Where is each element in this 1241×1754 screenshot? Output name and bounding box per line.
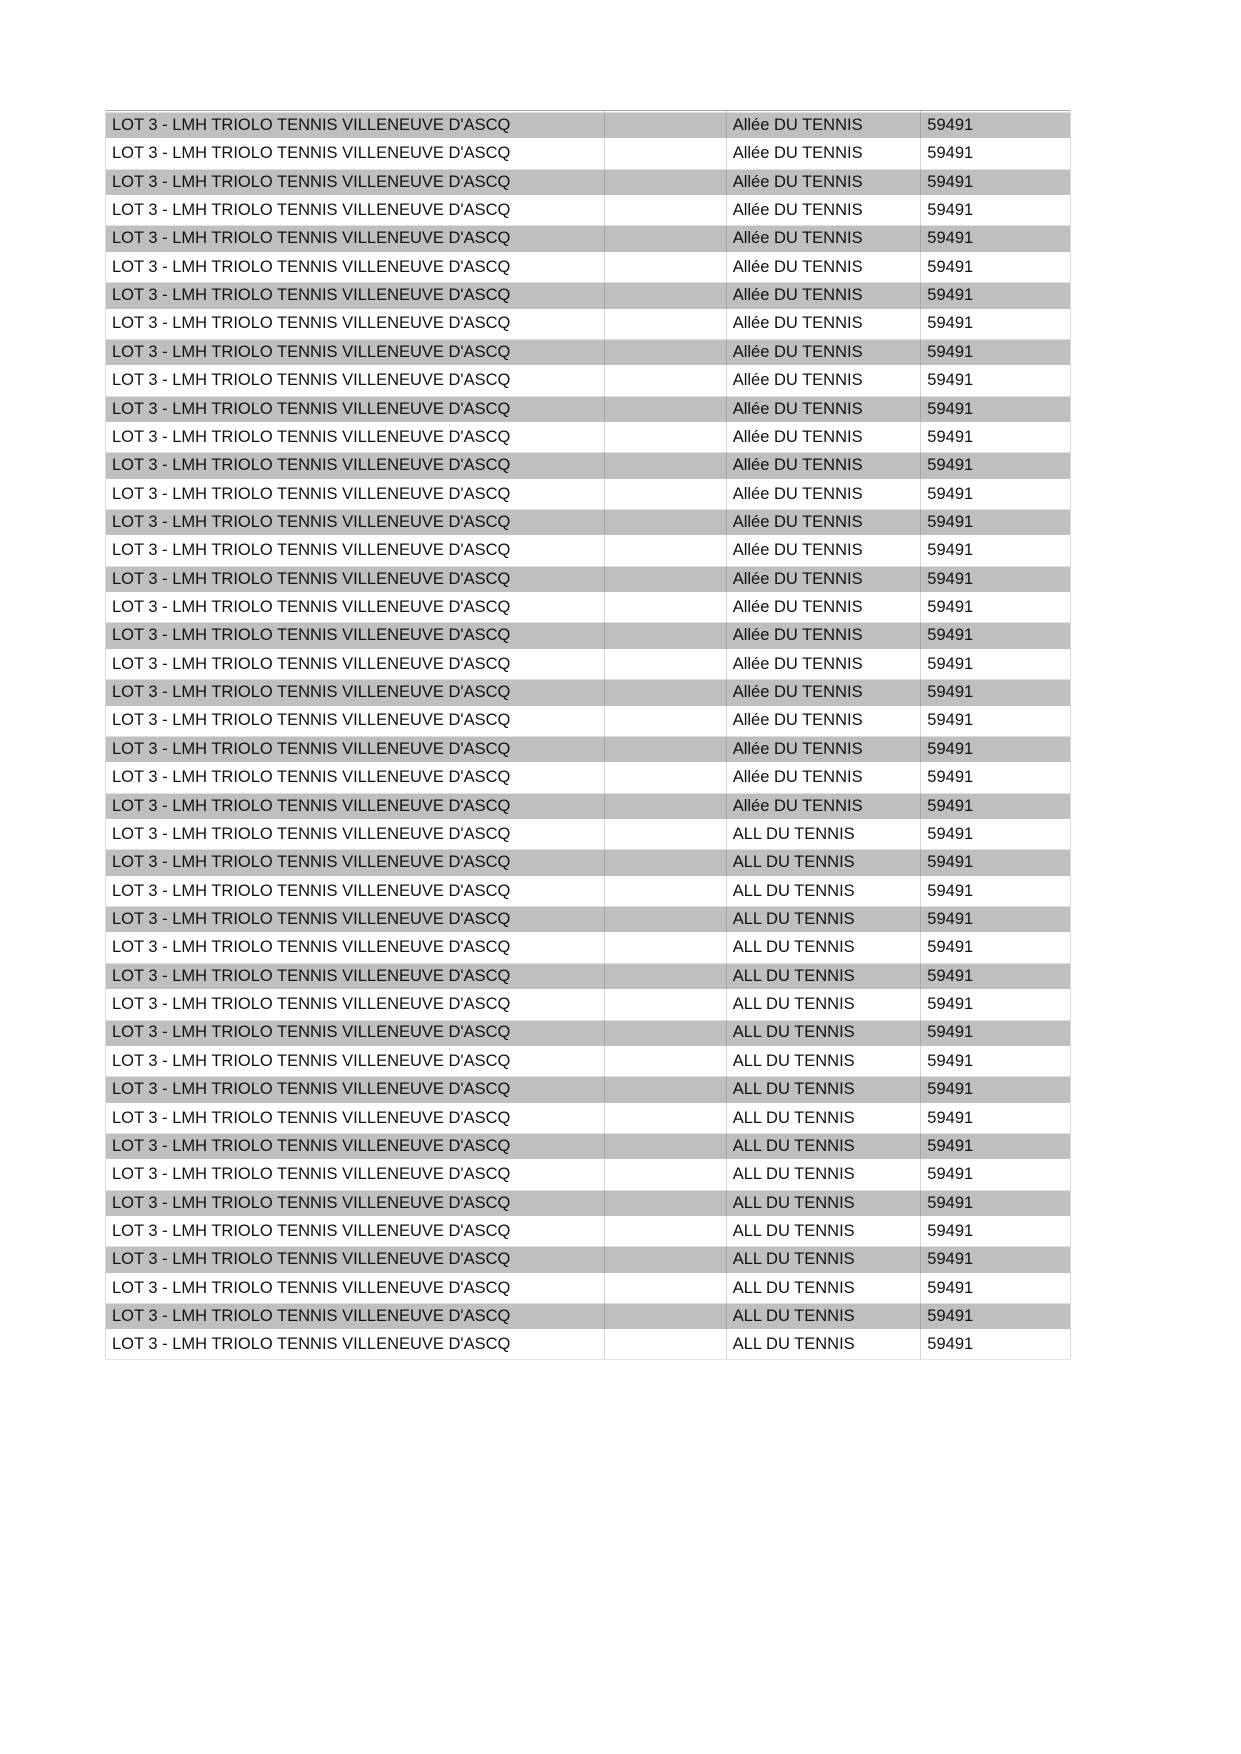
cell-street-name: ALL DU TENNIS bbox=[727, 1302, 922, 1330]
cell-blank bbox=[605, 111, 727, 139]
cell-street-name: Allée DU TENNIS bbox=[727, 536, 922, 564]
cell-lot-name: LOT 3 - LMH TRIOLO TENNIS VILLENEUVE D'ASCQ bbox=[106, 480, 605, 508]
table-row bbox=[106, 707, 1070, 735]
cell-blank bbox=[605, 621, 727, 649]
cell-street-name: ALL DU TENNIS bbox=[727, 1245, 922, 1273]
table-row bbox=[106, 848, 1070, 876]
cell-blank bbox=[605, 423, 727, 451]
cell-street-name: ALL DU TENNIS bbox=[727, 820, 922, 848]
cell-postal-code: 59491 bbox=[927, 881, 974, 900]
cell-street-name: Allée DU TENNIS bbox=[727, 621, 922, 649]
table-row bbox=[106, 1019, 1070, 1047]
table-row bbox=[106, 933, 1070, 961]
cell-street-name: Allée DU TENNIS bbox=[727, 139, 922, 167]
cell-blank bbox=[605, 168, 727, 196]
cell-lot-name: LOT 3 - LMH TRIOLO TENNIS VILLENEUVE D'ASCQ bbox=[106, 707, 605, 735]
cell-blank bbox=[605, 1047, 727, 1075]
cell-postal-code: 59491 bbox=[927, 399, 974, 418]
cell-lot-name: LOT 3 - LMH TRIOLO TENNIS VILLENEUVE D'ASCQ bbox=[106, 1160, 605, 1188]
lot-address-table bbox=[105, 110, 1071, 1360]
cell-blank bbox=[605, 593, 727, 621]
cell-postal-code: 59491 bbox=[927, 427, 974, 446]
cell-street-name: Allée DU TENNIS bbox=[727, 565, 922, 593]
cell-street-name: Allée DU TENNIS bbox=[727, 735, 922, 763]
table-row bbox=[106, 792, 1070, 820]
cell-blank bbox=[605, 395, 727, 423]
cell-blank bbox=[605, 366, 727, 394]
cell-blank bbox=[605, 962, 727, 990]
cell-street-name: ALL DU TENNIS bbox=[727, 990, 922, 1018]
cell-street-name: Allée DU TENNIS bbox=[727, 366, 922, 394]
cell-lot-name: LOT 3 - LMH TRIOLO TENNIS VILLENEUVE D'ASCQ bbox=[106, 139, 605, 167]
cell-street-name: Allée DU TENNIS bbox=[727, 338, 922, 366]
cell-postal-code: 59491 bbox=[927, 1250, 974, 1269]
cell-blank bbox=[605, 139, 727, 167]
cell-postal-code: 59491 bbox=[927, 286, 974, 305]
table-row bbox=[106, 735, 1070, 763]
cell-street-name: ALL DU TENNIS bbox=[727, 877, 922, 905]
cell-blank bbox=[605, 707, 727, 735]
cell-postal-code: 59491 bbox=[927, 853, 974, 872]
cell-street-name: Allée DU TENNIS bbox=[727, 168, 922, 196]
table-row bbox=[106, 1274, 1070, 1302]
cell-street-name: ALL DU TENNIS bbox=[727, 933, 922, 961]
cell-blank bbox=[605, 1189, 727, 1217]
table-row bbox=[106, 1132, 1070, 1160]
cell-postal-code: 59491 bbox=[927, 1221, 974, 1240]
cell-blank bbox=[605, 451, 727, 479]
cell-blank bbox=[605, 792, 727, 820]
cell-postal-code: 59491 bbox=[927, 172, 974, 191]
cell-lot-name: LOT 3 - LMH TRIOLO TENNIS VILLENEUVE D'ASCQ bbox=[106, 1075, 605, 1103]
cell-postal-code: 59491 bbox=[927, 1335, 974, 1354]
cell-street-name: Allée DU TENNIS bbox=[727, 480, 922, 508]
table-row bbox=[106, 1302, 1070, 1330]
cell-lot-name: LOT 3 - LMH TRIOLO TENNIS VILLENEUVE D'ASCQ bbox=[106, 990, 605, 1018]
cell-lot-name: LOT 3 - LMH TRIOLO TENNIS VILLENEUVE D'ASCQ bbox=[106, 1132, 605, 1160]
cell-lot-name: LOT 3 - LMH TRIOLO TENNIS VILLENEUVE D'ASCQ bbox=[106, 565, 605, 593]
cell-postal-code: 59491 bbox=[927, 1023, 974, 1042]
cell-postal-code: 59491 bbox=[927, 371, 974, 390]
cell-postal-code: 59491 bbox=[927, 824, 974, 843]
cell-street-name: ALL DU TENNIS bbox=[727, 848, 922, 876]
cell-lot-name: LOT 3 - LMH TRIOLO TENNIS VILLENEUVE D'ASCQ bbox=[106, 1302, 605, 1330]
cell-blank bbox=[605, 1075, 727, 1103]
cell-blank bbox=[605, 536, 727, 564]
cell-postal-code: 59491 bbox=[927, 484, 974, 503]
cell-lot-name: LOT 3 - LMH TRIOLO TENNIS VILLENEUVE D'ASCQ bbox=[106, 593, 605, 621]
table-row bbox=[106, 905, 1070, 933]
cell-postal-code: 59491 bbox=[927, 1136, 974, 1155]
cell-lot-name: LOT 3 - LMH TRIOLO TENNIS VILLENEUVE D'ASCQ bbox=[106, 366, 605, 394]
table-row bbox=[106, 139, 1070, 167]
cell-postal-code: 59491 bbox=[927, 711, 974, 730]
cell-blank bbox=[605, 480, 727, 508]
cell-postal-code: 59491 bbox=[927, 1051, 974, 1070]
cell-blank bbox=[605, 1274, 727, 1302]
cell-street-name: ALL DU TENNIS bbox=[727, 1189, 922, 1217]
cell-blank bbox=[605, 508, 727, 536]
cell-street-name: Allée DU TENNIS bbox=[727, 281, 922, 309]
table-row bbox=[106, 366, 1070, 394]
cell-postal-code: 59491 bbox=[927, 115, 974, 134]
table-row bbox=[106, 763, 1070, 791]
cell-street-name: Allée DU TENNIS bbox=[727, 224, 922, 252]
cell-lot-name: LOT 3 - LMH TRIOLO TENNIS VILLENEUVE D'ASCQ bbox=[106, 763, 605, 791]
cell-blank bbox=[605, 848, 727, 876]
cell-lot-name: LOT 3 - LMH TRIOLO TENNIS VILLENEUVE D'ASCQ bbox=[106, 224, 605, 252]
table-row bbox=[106, 650, 1070, 678]
cell-lot-name: LOT 3 - LMH TRIOLO TENNIS VILLENEUVE D'ASCQ bbox=[106, 395, 605, 423]
cell-postal-code: 59491 bbox=[927, 938, 974, 957]
cell-street-name: Allée DU TENNIS bbox=[727, 593, 922, 621]
table-row bbox=[106, 451, 1070, 479]
cell-postal-code: 59491 bbox=[927, 1165, 974, 1184]
cell-postal-code: 59491 bbox=[927, 1080, 974, 1099]
cell-street-name: ALL DU TENNIS bbox=[727, 1330, 922, 1358]
cell-street-name: Allée DU TENNIS bbox=[727, 395, 922, 423]
table-row bbox=[106, 224, 1070, 252]
cell-postal-code: 59491 bbox=[927, 569, 974, 588]
cell-postal-code: 59491 bbox=[927, 257, 974, 276]
cell-blank bbox=[605, 1160, 727, 1188]
cell-blank bbox=[605, 735, 727, 763]
cell-lot-name: LOT 3 - LMH TRIOLO TENNIS VILLENEUVE D'ASCQ bbox=[106, 508, 605, 536]
cell-street-name: Allée DU TENNIS bbox=[727, 508, 922, 536]
cell-lot-name: LOT 3 - LMH TRIOLO TENNIS VILLENEUVE D'ASCQ bbox=[106, 792, 605, 820]
table-row bbox=[106, 1047, 1070, 1075]
cell-postal-code: 59491 bbox=[927, 739, 974, 758]
cell-postal-code: 59491 bbox=[927, 768, 974, 787]
cell-postal-code: 59491 bbox=[927, 1193, 974, 1212]
table-row bbox=[106, 1160, 1070, 1188]
cell-lot-name: LOT 3 - LMH TRIOLO TENNIS VILLENEUVE D'ASCQ bbox=[106, 196, 605, 224]
cell-blank bbox=[605, 1302, 727, 1330]
cell-street-name: ALL DU TENNIS bbox=[727, 962, 922, 990]
cell-lot-name: LOT 3 - LMH TRIOLO TENNIS VILLENEUVE D'ASCQ bbox=[106, 168, 605, 196]
cell-street-name: Allée DU TENNIS bbox=[727, 707, 922, 735]
cell-postal-code: 59491 bbox=[927, 796, 974, 815]
table-row bbox=[106, 593, 1070, 621]
cell-street-name: Allée DU TENNIS bbox=[727, 678, 922, 706]
cell-lot-name: LOT 3 - LMH TRIOLO TENNIS VILLENEUVE D'ASCQ bbox=[106, 962, 605, 990]
cell-street-name: Allée DU TENNIS bbox=[727, 451, 922, 479]
cell-postal-code: 59491 bbox=[927, 995, 974, 1014]
cell-blank bbox=[605, 820, 727, 848]
cell-lot-name: LOT 3 - LMH TRIOLO TENNIS VILLENEUVE D'ASCQ bbox=[106, 877, 605, 905]
table-row bbox=[106, 395, 1070, 423]
cell-lot-name: LOT 3 - LMH TRIOLO TENNIS VILLENEUVE D'ASCQ bbox=[106, 1274, 605, 1302]
cell-postal-code: 59491 bbox=[927, 626, 974, 645]
cell-blank bbox=[605, 1132, 727, 1160]
cell-lot-name: LOT 3 - LMH TRIOLO TENNIS VILLENEUVE D'ASCQ bbox=[106, 905, 605, 933]
cell-street-name: Allée DU TENNIS bbox=[727, 650, 922, 678]
cell-lot-name: LOT 3 - LMH TRIOLO TENNIS VILLENEUVE D'ASCQ bbox=[106, 1189, 605, 1217]
cell-lot-name: LOT 3 - LMH TRIOLO TENNIS VILLENEUVE D'ASCQ bbox=[106, 820, 605, 848]
table-row bbox=[106, 990, 1070, 1018]
cell-street-name: Allée DU TENNIS bbox=[727, 423, 922, 451]
cell-postal-code: 59491 bbox=[927, 314, 974, 333]
table-row bbox=[106, 253, 1070, 281]
table-row bbox=[106, 508, 1070, 536]
cell-lot-name: LOT 3 - LMH TRIOLO TENNIS VILLENEUVE D'ASCQ bbox=[106, 1245, 605, 1273]
table-row bbox=[106, 621, 1070, 649]
table-row bbox=[106, 1217, 1070, 1245]
cell-postal-code: 59491 bbox=[927, 1278, 974, 1297]
cell-street-name: ALL DU TENNIS bbox=[727, 1132, 922, 1160]
cell-postal-code: 59491 bbox=[927, 229, 974, 248]
cell-postal-code: 59491 bbox=[927, 1307, 974, 1326]
table-row bbox=[106, 962, 1070, 990]
table-row bbox=[106, 820, 1070, 848]
cell-blank bbox=[605, 933, 727, 961]
cell-street-name: ALL DU TENNIS bbox=[727, 905, 922, 933]
cell-lot-name: LOT 3 - LMH TRIOLO TENNIS VILLENEUVE D'ASCQ bbox=[106, 735, 605, 763]
cell-postal-code: 59491 bbox=[927, 966, 974, 985]
cell-lot-name: LOT 3 - LMH TRIOLO TENNIS VILLENEUVE D'ASCQ bbox=[106, 650, 605, 678]
cell-lot-name: LOT 3 - LMH TRIOLO TENNIS VILLENEUVE D'ASCQ bbox=[106, 1019, 605, 1047]
table-row bbox=[106, 168, 1070, 196]
cell-postal-code: 59491 bbox=[927, 512, 974, 531]
cell-postal-code: 59491 bbox=[927, 598, 974, 617]
cell-street-name: Allée DU TENNIS bbox=[727, 310, 922, 338]
cell-blank bbox=[605, 224, 727, 252]
cell-lot-name: LOT 3 - LMH TRIOLO TENNIS VILLENEUVE D'ASCQ bbox=[106, 338, 605, 366]
table-row bbox=[106, 1189, 1070, 1217]
cell-lot-name: LOT 3 - LMH TRIOLO TENNIS VILLENEUVE D'ASCQ bbox=[106, 281, 605, 309]
cell-street-name: Allée DU TENNIS bbox=[727, 763, 922, 791]
cell-postal-code: 59491 bbox=[927, 541, 974, 560]
cell-street-name: ALL DU TENNIS bbox=[727, 1104, 922, 1132]
cell-lot-name: LOT 3 - LMH TRIOLO TENNIS VILLENEUVE D'ASCQ bbox=[106, 253, 605, 281]
table-row bbox=[106, 338, 1070, 366]
cell-street-name: Allée DU TENNIS bbox=[727, 111, 922, 139]
cell-blank bbox=[605, 905, 727, 933]
cell-street-name: ALL DU TENNIS bbox=[727, 1217, 922, 1245]
table-row bbox=[106, 536, 1070, 564]
table-row bbox=[106, 196, 1070, 224]
cell-blank bbox=[605, 990, 727, 1018]
cell-lot-name: LOT 3 - LMH TRIOLO TENNIS VILLENEUVE D'ASCQ bbox=[106, 423, 605, 451]
cell-blank bbox=[605, 1330, 727, 1358]
cell-blank bbox=[605, 281, 727, 309]
table-row bbox=[106, 678, 1070, 706]
cell-postal-code: 59491 bbox=[927, 683, 974, 702]
cell-street-name: ALL DU TENNIS bbox=[727, 1274, 922, 1302]
cell-lot-name: LOT 3 - LMH TRIOLO TENNIS VILLENEUVE D'ASCQ bbox=[106, 1104, 605, 1132]
cell-lot-name: LOT 3 - LMH TRIOLO TENNIS VILLENEUVE D'ASCQ bbox=[106, 1047, 605, 1075]
cell-street-name: Allée DU TENNIS bbox=[727, 196, 922, 224]
table-row bbox=[106, 565, 1070, 593]
table-row bbox=[106, 1104, 1070, 1132]
cell-lot-name: LOT 3 - LMH TRIOLO TENNIS VILLENEUVE D'ASCQ bbox=[106, 310, 605, 338]
table-row bbox=[106, 877, 1070, 905]
cell-blank bbox=[605, 338, 727, 366]
cell-street-name: ALL DU TENNIS bbox=[727, 1075, 922, 1103]
cell-postal-code: 59491 bbox=[927, 1108, 974, 1127]
table-row bbox=[106, 1075, 1070, 1103]
cell-postal-code: 59491 bbox=[927, 144, 974, 163]
cell-postal-code: 59491 bbox=[927, 201, 974, 219]
cell-street-name: Allée DU TENNIS bbox=[727, 253, 922, 281]
cell-blank bbox=[605, 1217, 727, 1245]
cell-blank bbox=[605, 763, 727, 791]
cell-lot-name: LOT 3 - LMH TRIOLO TENNIS VILLENEUVE D'ASCQ bbox=[106, 933, 605, 961]
cell-street-name: ALL DU TENNIS bbox=[727, 1160, 922, 1188]
cell-blank bbox=[605, 196, 727, 224]
cell-lot-name: LOT 3 - LMH TRIOLO TENNIS VILLENEUVE D'ASCQ bbox=[106, 848, 605, 876]
cell-postal-code: 59491 bbox=[927, 909, 974, 928]
cell-lot-name: LOT 3 - LMH TRIOLO TENNIS VILLENEUVE D'ASCQ bbox=[106, 536, 605, 564]
cell-blank bbox=[605, 1019, 727, 1047]
cell-blank bbox=[605, 310, 727, 338]
table-row bbox=[106, 310, 1070, 338]
cell-postal-code: 59491 bbox=[927, 342, 974, 361]
cell-lot-name: LOT 3 - LMH TRIOLO TENNIS VILLENEUVE D'ASCQ bbox=[106, 451, 605, 479]
table-row bbox=[106, 480, 1070, 508]
cell-blank bbox=[605, 1245, 727, 1273]
cell-lot-name: LOT 3 - LMH TRIOLO TENNIS VILLENEUVE D'ASCQ bbox=[106, 111, 605, 139]
cell-street-name: ALL DU TENNIS bbox=[727, 1047, 922, 1075]
table-row bbox=[106, 111, 1070, 139]
cell-blank bbox=[605, 877, 727, 905]
cell-postal-code: 59491 bbox=[927, 654, 974, 673]
cell-street-name: ALL DU TENNIS bbox=[727, 1019, 922, 1047]
cell-lot-name: LOT 3 - LMH TRIOLO TENNIS VILLENEUVE D'ASCQ bbox=[106, 1217, 605, 1245]
cell-postal-code: 59491 bbox=[927, 456, 974, 475]
cell-street-name: Allée DU TENNIS bbox=[727, 792, 922, 820]
cell-blank bbox=[605, 253, 727, 281]
table-row bbox=[106, 1330, 1070, 1358]
cell-blank bbox=[605, 565, 727, 593]
table-row bbox=[106, 1245, 1070, 1273]
cell-blank bbox=[605, 650, 727, 678]
cell-lot-name: LOT 3 - LMH TRIOLO TENNIS VILLENEUVE D'ASCQ bbox=[106, 678, 605, 706]
table-row bbox=[106, 281, 1070, 309]
cell-lot-name: LOT 3 - LMH TRIOLO TENNIS VILLENEUVE D'ASCQ bbox=[106, 1330, 605, 1358]
cell-lot-name: LOT 3 - LMH TRIOLO TENNIS VILLENEUVE D'ASCQ bbox=[106, 621, 605, 649]
cell-blank bbox=[605, 1104, 727, 1132]
table-row bbox=[106, 423, 1070, 451]
cell-blank bbox=[605, 678, 727, 706]
